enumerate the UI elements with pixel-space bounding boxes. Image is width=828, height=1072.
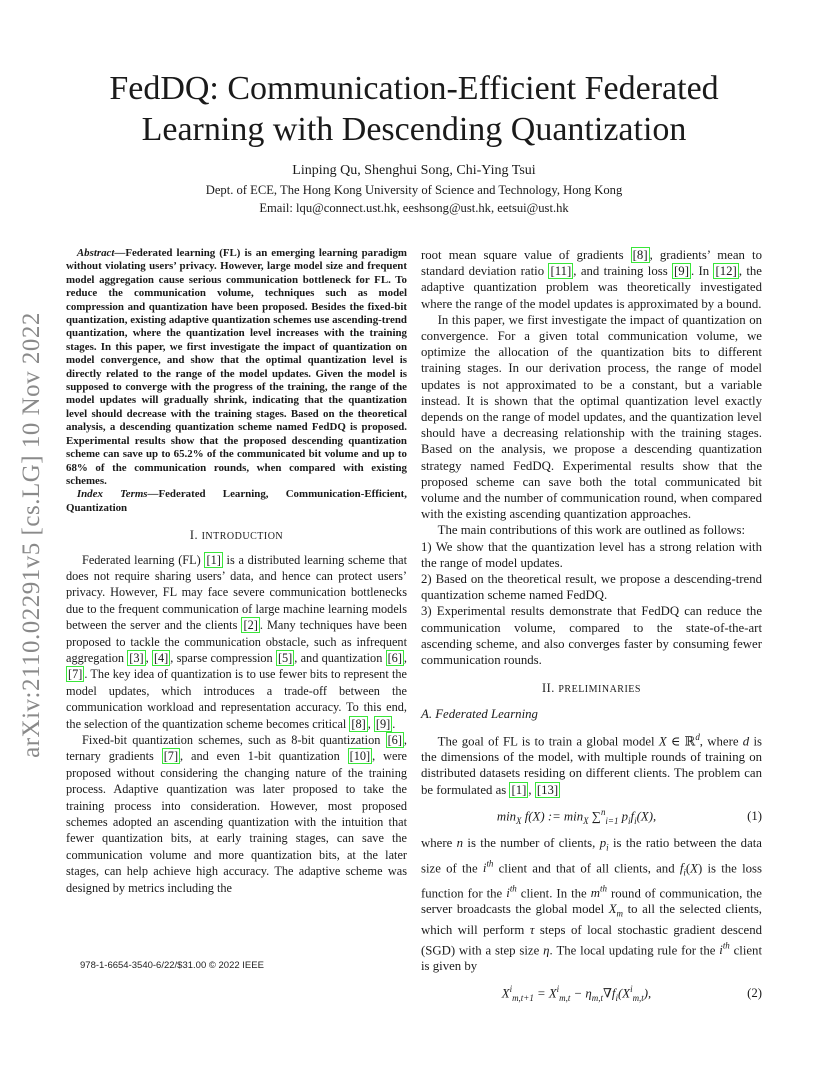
equation-number: (1) (747, 809, 762, 824)
citation[interactable]: [6] (387, 733, 402, 747)
paragraph-continued (421, 247, 762, 312)
index-terms-label: Index Terms (76, 488, 148, 501)
citation[interactable]: [7] (163, 749, 179, 764)
text-run: , the adaptive quantization problem was theoretically investigated where the range of the model updates is approximated by a bound. (421, 264, 762, 311)
text-run: . Many techniques have been proposed to tackle the communication obstacle, such as infrequent aggregation (66, 618, 407, 665)
left-column (66, 247, 407, 896)
intro-paragraph-2 (66, 732, 407, 896)
section-number: II. (542, 681, 555, 696)
section-heading-introduction (66, 527, 407, 545)
section-number: I. (189, 528, 199, 543)
citation[interactable]: [5] (277, 650, 293, 665)
abstract-text: —Federated learning (FL) is an emerging learning paradigm without violating users’ privacy. However, large model size and frequent model aggregation cause serious communication bottleneck for FL. To reduce the communication volume, techniques such as model compression and quantization have been proposed. Besides the fixed-bit quantization, existing adaptive quantization schemes use ascending-trend quantization, where the quantization level increases with the training stages. In this paper, we first investigate the impact of quantization on model convergence, and show that the optimal quantization level is directly related to the range of the model updates. Given the model is supposed to converge with the progress of the training, the range of the model updates will gradually shrink, indicating that the quantization level should decrease with the training stages. Based on the theoretical analysis, a descending quantization scheme named FedDQ is proposed. Experimental results show that the proposed descending quantization scheme can save up to 65.2% of the communicated bit volume and up to 68% of the communication rounds, when compared with existing schemes. (66, 247, 407, 487)
equation-2-expr: $X^i_{m,t+1} = X^i_{m,t} - \eta_{m,t}\nabla f_i(X^i_{m,t})$, (501, 983, 652, 1003)
text-run: . The key idea of quantization is to use fewer bits to represent the model updates, which introduces a trade-off between the communication workload and representation accuracy. To this end, the selection of the quantization scheme becomes critical (66, 667, 407, 731)
citation[interactable]: [2] (243, 618, 258, 633)
section-heading-preliminaries (421, 680, 762, 698)
intro-paragraph-1 (66, 552, 407, 732)
text-run: is a distributed learning scheme that does not require sharing users’ data, and hence can protect users’ privacy. However, FL may face severe communication bottlenecks due to the frequent communication of large machine learning models between the server and the clients (66, 552, 408, 633)
text-run: , and training loss (573, 264, 673, 279)
section-title: PRELIMINARIES (558, 684, 641, 696)
citation[interactable]: [1] (511, 782, 527, 797)
citation[interactable]: [8] (351, 716, 366, 731)
citation[interactable]: [11] (550, 264, 572, 279)
math-inline: X (658, 733, 667, 748)
citation[interactable]: [10] (349, 749, 371, 764)
equation-1-expr: $\min_X f(X)$ := $\min_X \sum^n_{i=1}$ $p_if_i(X)$, (496, 806, 657, 826)
text-run: , and even 1-bit quantization (180, 749, 348, 764)
fl-text-b: , where (699, 733, 743, 748)
math-inline: d (742, 733, 750, 748)
text-run: , (145, 650, 152, 665)
citation[interactable]: [9] (674, 264, 689, 279)
abstract-label: Abstract (76, 247, 115, 259)
title-line-1: FedDQ: Communication-Efficient Federated (109, 70, 719, 107)
citation[interactable]: [8] (632, 248, 648, 262)
text-run: , (403, 650, 407, 665)
arxiv-id-text: arXiv:2110.02291v5 [cs.LG] 10 Nov 2022 (18, 312, 45, 758)
contribution-1: 1) We show that the quantization level has a strong relation with the range of model updates. (421, 539, 762, 570)
contribution-2: 2) Based on the theoretical result, we propose a descending-trend quantization scheme named FedDQ. (421, 572, 762, 603)
text-run: Federated learning (FL) (81, 552, 205, 567)
citation[interactable]: [4] (153, 650, 169, 665)
citation[interactable]: [3] (129, 650, 144, 665)
equation-number: (2) (747, 986, 762, 1001)
authors: Linping Qu, Shenghui Song, Chi-Ying Tsui (292, 163, 536, 178)
text-run: , sparse compression (170, 650, 276, 665)
citation[interactable]: [1] (206, 552, 221, 567)
email-line: Email: lqu@connect.ust.hk, eeshsong@ust.hk, eetsui@ust.hk (259, 201, 569, 215)
index-terms (66, 488, 407, 515)
title-line-2: Learning with Descending Quantization (141, 111, 687, 148)
fl-paragraph-1: The goal of FL is to train a global model X ∈ ℝ$^d$, where d is the dimensions of the model, with multiple rounds of training on distributed datasets residing on different clients. The problem can be formulated as [1] , [13] (421, 731, 762, 797)
citation[interactable]: [9] (375, 716, 391, 731)
equation-1 (421, 804, 762, 829)
right-column (421, 247, 762, 1012)
affiliation: Dept. of ECE, The Hong Kong University of Science and Technology, Hong Kong (205, 183, 623, 197)
copyright-footer: 978-1-6654-3540-6/22/$31.00 © 2022 IEEE (80, 960, 264, 971)
contribution-3: 3) Experimental results demonstrate that FedDQ can reduce the communication volume, compared to the state-of-the-art ascending scheme, and also converges faster by consuming fewer communication rounds. (421, 604, 762, 668)
text-run: , gradients’ mean to standard deviation ratio (421, 248, 763, 279)
paper-title (60, 68, 768, 150)
text-run: , ternary gradients (66, 733, 407, 764)
paragraph-contributions: The main contributions of this work are outlined as follows: (437, 523, 746, 538)
text-run: . In (690, 264, 714, 279)
fl-paragraph-2: where n is the number of clients, $p_i$ is the ratio between the data size of the $i^{th}$ client and that of all clients, and $f_i(X)$ is the loss function for the $i^{th}$ client. In the $m^{th}$ round of communication, the server broadcasts the global model $X_m$ to all the selected clients, which will perform τ steps of local stochastic gradient descend (SGD) with a step size η. The local updating rule for the $i^{th}$ client is given by (421, 835, 763, 974)
section-title: INTRODUCTION (201, 531, 284, 543)
equation-2 (421, 981, 762, 1006)
text-run: root mean square value of gradients (421, 248, 631, 262)
text-run: , and quantization (294, 650, 386, 665)
arxiv-identifier (12, 300, 52, 770)
paragraph-this-paper: In this paper, we first investigate the impact of quantization on convergence. For a given total communication volume, we optimize the allocation of the quantization bits to different training stages. In our derivation process, the range of model updates is not approximated to be a constant, but a variable instead. It is shown that the optimal quantization level exactly depends on the range of model updates, and the quantization level should have a decreasing relationship with the training stages. Based on the analysis, we propose a descending quantization strategy named FedDQ. Experimental results show that the proposed scheme can save both the total communicated bit volume and the number of communication round, when compared with the existing ascending quantization approaches. (421, 312, 762, 522)
citation[interactable]: [6] (387, 650, 402, 665)
fl-text-a: The goal of FL is to train a global model (437, 733, 659, 748)
citation[interactable]: [12] (715, 264, 737, 279)
citation[interactable]: [7] (68, 667, 83, 682)
text-run: . (392, 716, 396, 731)
text-run: Fixed-bit quantization schemes, such as 8-bit quantization (81, 733, 386, 747)
subsection-heading: A. Federated Learning (421, 707, 538, 722)
index-terms-text: —Federated Learning, Communication-Efficient, Quantization (66, 488, 407, 514)
citation[interactable]: [13] (536, 782, 559, 797)
text-run: , were proposed without considering the changing nature of the training process. Adaptive quantization was later proposed to take the training process into consideration. However, most proposed schemes adopted an ascending quantization with the intuition that fewer quantization bits, at early training stages, can save the communication volume and more quantization bits, at the later stages, can help achieve high accuracy. The adaptive scheme was designed by metrics including the (66, 749, 407, 895)
abstract (66, 247, 407, 488)
fl-text-c: is the dimensions of the model, with multiple rounds of training on distributed datasets residing on different clients. The problem can be formulated as (421, 733, 762, 797)
text-run: , (367, 716, 374, 731)
